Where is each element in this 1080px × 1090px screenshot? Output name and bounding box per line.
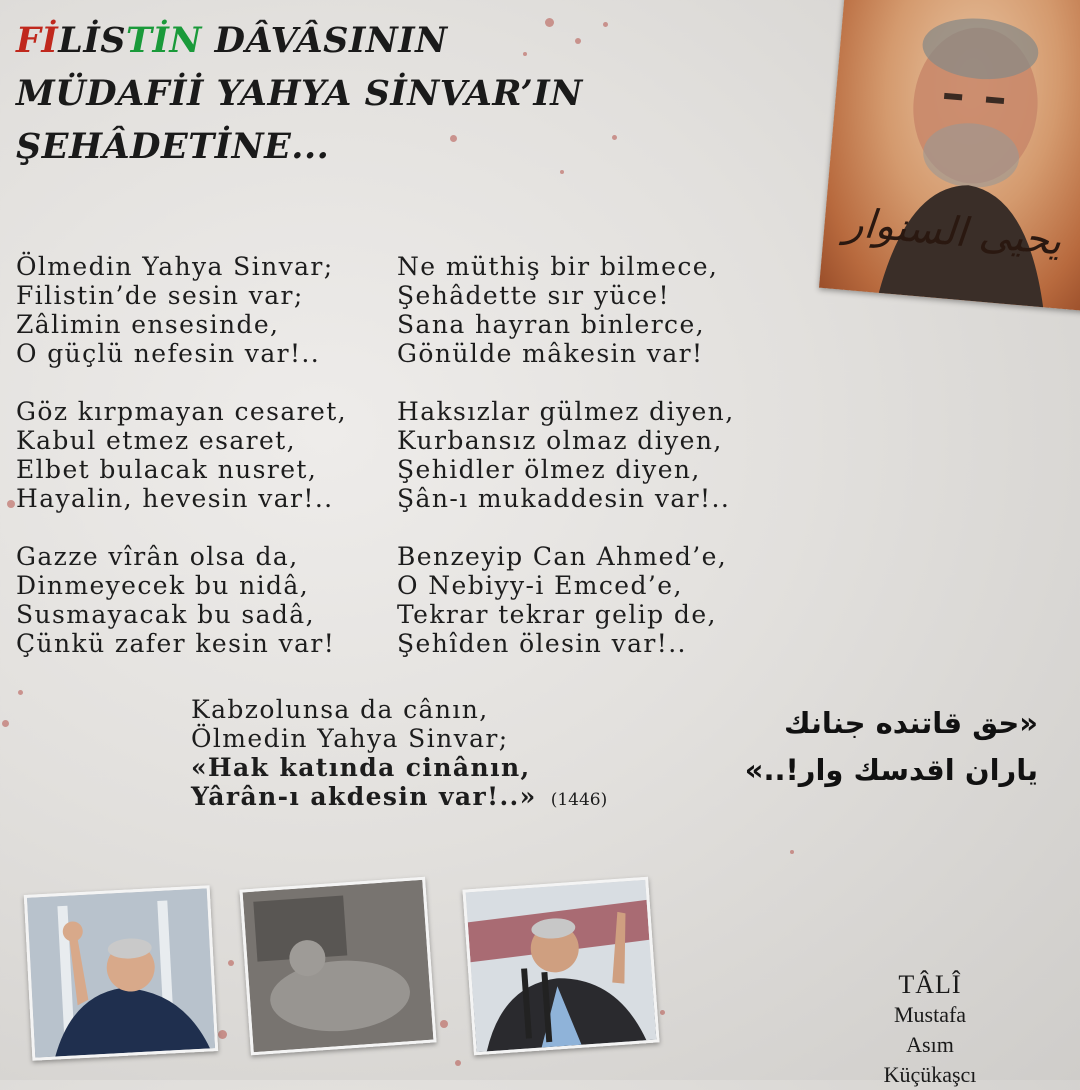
verse-line-bold: Yârân-ı akdesin var!..» [191,782,537,811]
photo-waving [24,885,218,1061]
verse-line: Sana hayran binlerce, [397,310,706,339]
verse-line: Şehîden ölesin var!.. [397,629,687,658]
stanza-right-2 [397,397,735,513]
verse-line: Ne müthiş bir bilmece, [397,252,719,281]
title-line-2: MÜDAFİİ YAHYA SİNVAR’IN [16,73,583,114]
verse-line: Şehâdette sır yüce! [397,281,670,310]
verse-line: Kurbansız olmaz diyen, [397,426,723,455]
verse-line: Kabul etmez esaret, [16,426,296,455]
verse-line: Susmayacak bu sadâ, [16,600,315,629]
title-part-dark: LİS [58,20,126,61]
author-signature [870,970,990,1090]
stanza-left-3 [16,542,335,658]
stanza-left-2 [16,397,347,513]
verse-line: Gazze vîrân olsa da, [16,542,299,571]
title-part-rest: DÂVÂSININ [201,20,448,61]
photo-last-moments-drawing [243,880,434,1052]
verse-line: Şân-ı mukaddesin var!.. [397,484,731,513]
hijri-year: (1446) [550,790,608,810]
verse-line: Benzeyip Can Ahmed’e, [397,542,728,571]
verse-line: Şehidler ölmez diyen, [397,455,701,484]
photo-speech [462,877,659,1056]
verse-line: Dinmeyecek bu nidâ, [16,571,310,600]
verse-line: Ölmedin Yahya Sinvar; [16,252,334,281]
title-part-green: TİN [126,20,202,61]
poem-title [16,14,583,173]
verse-line: Göz kırpmayan cesaret, [16,397,347,426]
verse-line: Kabzolunsa da cânın, [191,695,489,724]
verse-line: Hayalin, hevesin var!.. [16,484,334,513]
verse-line: Gönülde mâkesin var! [397,339,704,368]
author-pen-name: TÂLÎ [898,970,962,999]
title-part-red: Fİ [16,20,59,61]
photo-waving-drawing [27,888,215,1057]
verse-line-bold: «Hak katında cinânın, [191,753,531,782]
verse-line: Haksızlar gülmez diyen, [397,397,735,426]
author-last-name: Küçükaşcı [883,1062,977,1087]
verse-line: Ölmedin Yahya Sinvar; [191,724,509,753]
verse-line: Filistin’de sesin var; [16,281,304,310]
stanza-left-1 [16,252,334,368]
portrait-arabic-caption: يحيى السنوار [842,199,1064,265]
photo-last-moments [239,877,436,1056]
verse-line: Elbet bulacak nusret, [16,455,318,484]
arabic-line: یاران اقدسك وار!..» [744,753,1038,787]
arabic-couplet [745,700,1038,794]
portrait-image [819,0,1080,311]
arabic-line: «حق قاتنده جنانك [784,706,1038,740]
portrait-drawing [819,0,1080,311]
stanza-final [191,695,607,815]
stanza-right-1 [397,252,718,368]
verse-line: O Nebiyy-i Emced’e, [397,571,683,600]
verse-line: O güçlü nefesin var!.. [16,339,321,368]
title-line-3: ŞEHÂDETİNE... [16,126,330,167]
photo-speech-drawing [466,880,657,1052]
author-first-name: Mustafa Asım [893,1002,967,1057]
stanza-right-3 [397,542,727,658]
verse-line: Çünkü zafer kesin var! [16,629,336,658]
verse-line: Tekrar tekrar gelip de, [397,600,717,629]
verse-line: Zâlimin ensesinde, [16,310,280,339]
